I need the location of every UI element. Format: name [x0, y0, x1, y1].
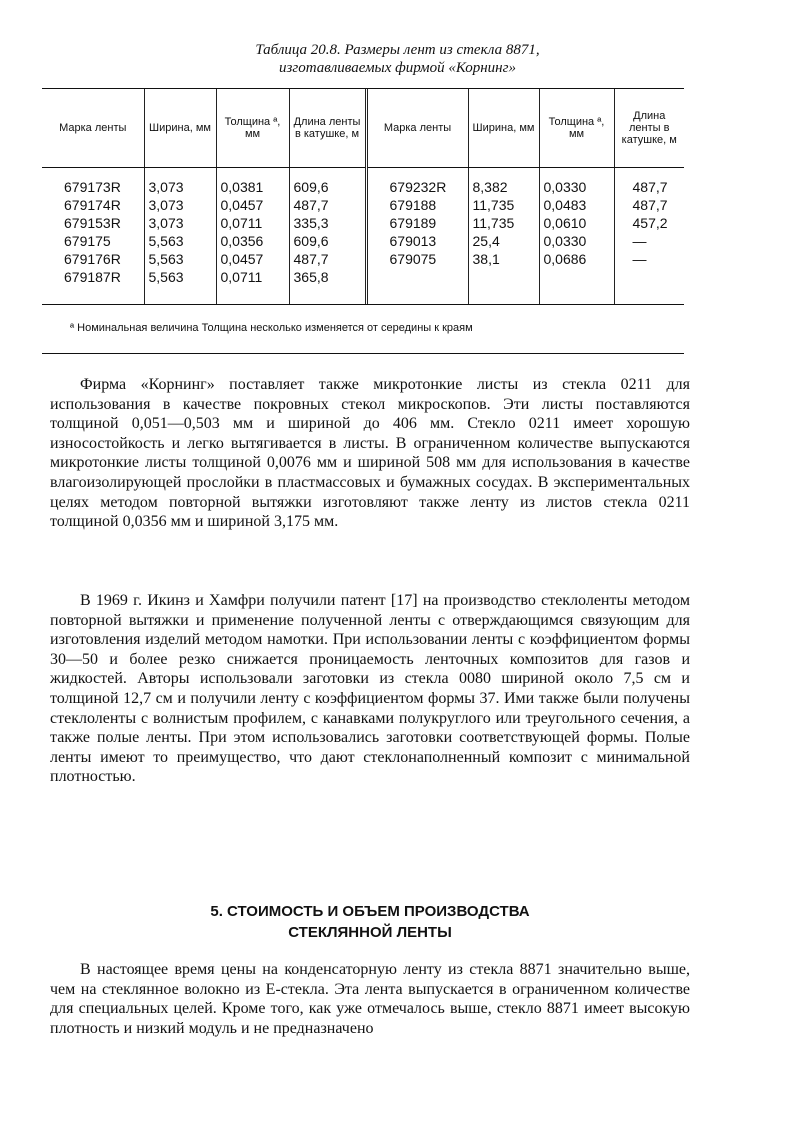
- header-length: Длина ленты в катушке, м: [289, 89, 366, 168]
- width-column-2: 8,382 11,735 11,735 25,4 38,1: [468, 168, 539, 305]
- table-caption-line-2: изготавливаемых фирмой «Корнинг»: [279, 60, 516, 76]
- width-column-1: 3,073 3,073 3,073 5,563 5,563 5,563: [144, 168, 216, 305]
- header-width-2: Ширина, мм: [468, 89, 539, 168]
- paragraph-microsheets: Фирма «Корнинг» поставляет также микротонкие листы из стекла 0211 для использования в качестве покровных стекол микроскопов. Эти листы поставляются толщиной 0,051—0,503 мм и шириной до 406 мм. Стекло 0211 имеет хорошую износостойкость и легко вытягивается в листы. В ограниченном количестве выпускаются микротонкие листы толщиной 0,0076 мм и шириной 508 мм для использования в качестве влагоизолирующей прослойки в пластмассовых и бумажных сосудах. В экспериментальных целях методом повторной вытяжки изготовляют также ленту из листов стекла 0211 толщиной 0,0356 мм и шириной 3,175 мм.: [50, 376, 690, 531]
- header-thickness-2: Толщина ª, мм: [539, 89, 614, 168]
- grade-column-1: 679173R 679174R 679153R 679175 679176R 679187R: [64, 179, 121, 285]
- header-thickness: Толщина ª, мм: [216, 89, 289, 168]
- table-footnote: ª Номинальная величина Толщина несколько изменяется от середины к краям: [70, 322, 473, 334]
- header-length-2: Длина ленты в катушке, м: [614, 89, 684, 168]
- header-grade-2: Марка ленты: [366, 89, 468, 168]
- table-header-row: [42, 89, 684, 168]
- thickness-column-2: 0,0330 0,0483 0,0610 0,0330 0,0686: [539, 168, 614, 305]
- thickness-column-1: 0,0381 0,0457 0,0711 0,0356 0,0457 0,0711: [216, 168, 289, 305]
- header-grade: Марка ленты: [42, 89, 144, 168]
- footnote-rule: [42, 353, 684, 354]
- length-column-1: 609,6 487,7 335,3 609,6 487,7 365,8: [289, 168, 366, 305]
- paragraph-patent: В 1969 г. Икинз и Хамфри получили патент [17] на производство стеклоленты методом повторной вытяжки и применение полученной ленты с отверждающимся связующим для изготовления изделий методом намотки. При использовании ленты с коэффициентом формы 30—50 и более резко снижается проницаемость ленточных композитов для газов и жидкостей. Авторы использовали заготовки из стекла 0080 шириной около 7,5 см и толщиной 12,7 см и получили ленту с коэффициентом формы 37. Ими также были получены стеклоленты с волнистым профилем, с канавками полукруглого или треугольного сечения, а также полые ленты. При этом использовались заготовки соответствующей формы. Полые ленты имеют то преимущество, что дают стеклонаполненный композит с минимальной плотностью.: [50, 592, 690, 786]
- paragraph-cost: В настоящее время цены на конденсаторную ленту из стекла 8871 значительно выше, чем на стеклянное волокно из Е-стекла. Эта лента выпускается в ограниченном количестве для специальных целей. Кроме того, как уже отмечалось выше, стекло 8871 имеет высокую плотность и низкий модуль и не предназначено: [50, 961, 690, 1037]
- grade-column-2: 679232R 679188 679189 679013 679075: [366, 168, 468, 305]
- length-column-2: 487,7 487,7 457,2 — —: [614, 168, 684, 305]
- table-row: [42, 168, 684, 305]
- ribbon-sizes-table: [42, 89, 684, 304]
- header-width: Ширина, мм: [144, 89, 216, 168]
- table-bottom-rule: [42, 304, 684, 305]
- section-heading-line-1: 5. СТОИМОСТЬ И ОБЪЕМ ПРОИЗВОДСТВА: [210, 903, 530, 920]
- section-heading-line-2: СТЕКЛЯННОЙ ЛЕНТЫ: [288, 924, 452, 941]
- table-caption-line-1: Таблица 20.8. Размеры лент из стекла 8871,: [255, 42, 540, 58]
